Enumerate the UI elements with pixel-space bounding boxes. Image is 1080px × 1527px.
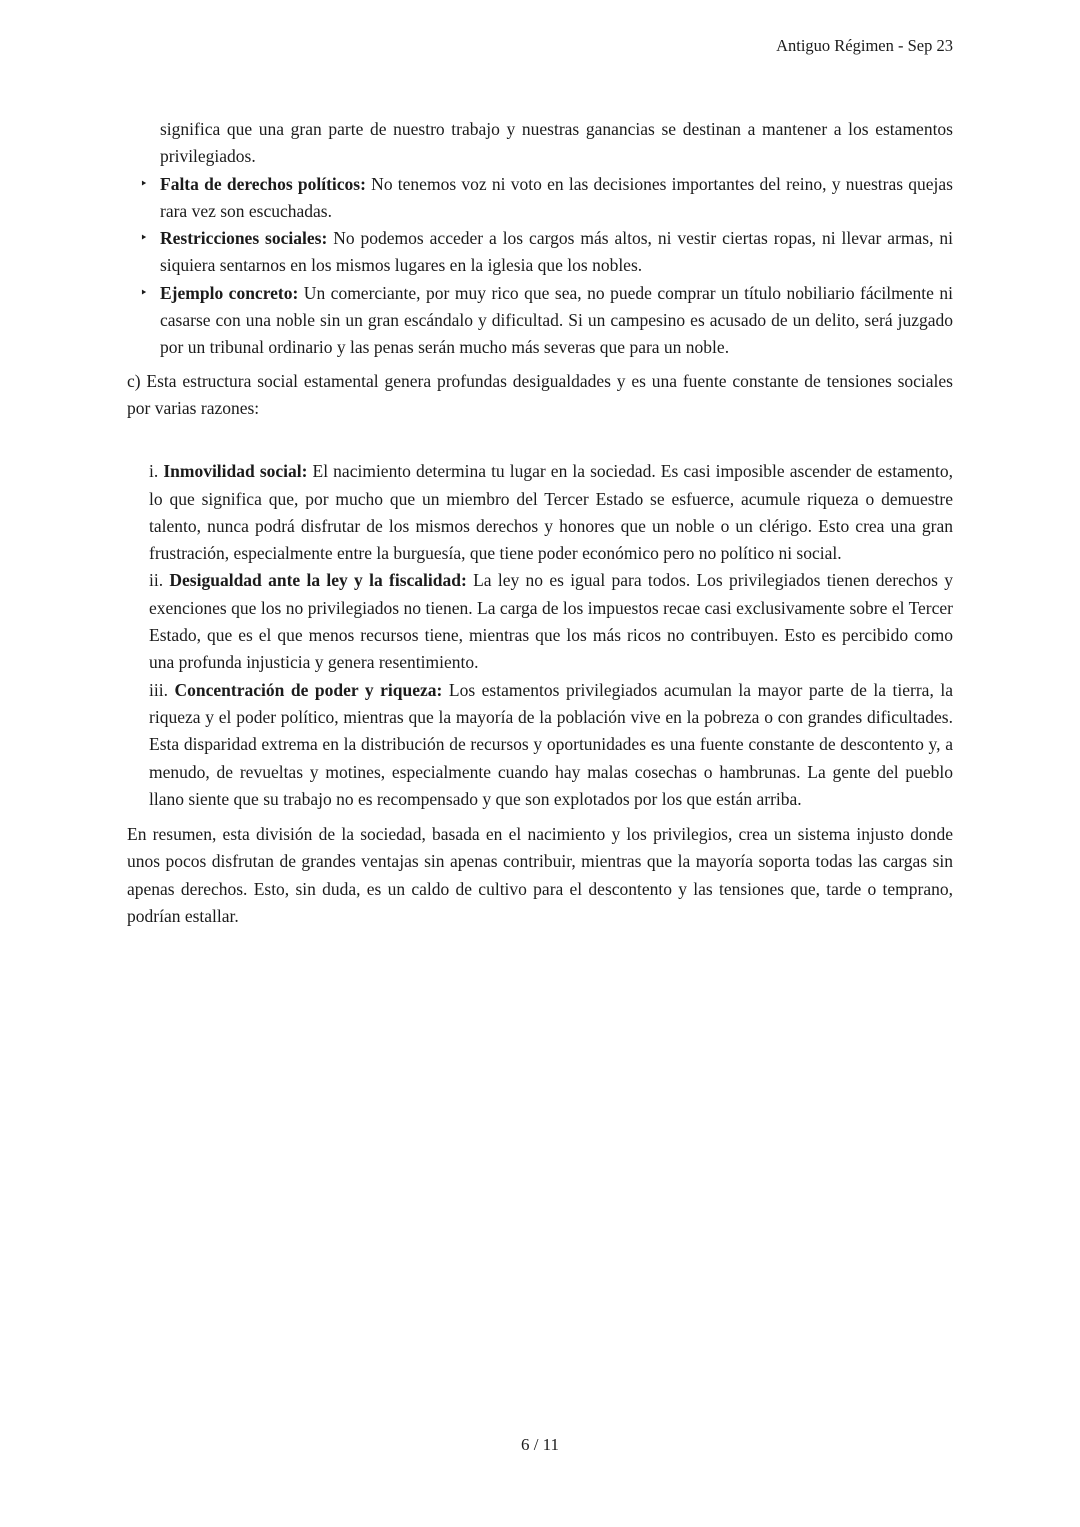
list-item-lead: Restricciones sociales: [160, 228, 328, 249]
page-body [127, 116, 953, 930]
list-item-text [160, 280, 953, 362]
numbered-block [127, 458, 953, 813]
numbered-item-lead: Inmovilidad social: [163, 461, 308, 482]
numbered-item [149, 458, 953, 567]
list-item-text [160, 171, 953, 226]
triangle-bullet-icon: ‣ [140, 231, 148, 247]
numbered-item-prefix: ii. [149, 570, 170, 591]
bullet-continuation-text: significa que una gran parte de nuestro trabajo y nuestras ganancias se destinan a mantener a los estamentos privilegiados. [160, 119, 953, 167]
list-item [127, 225, 953, 280]
list-item-body: No tenemos voz ni voto en las decisiones importantes del reino, y nuestras quejas rara vez son escuchadas. [160, 173, 953, 221]
summary-paragraph: En resumen, esta división de la sociedad, basada en el nacimiento y los privilegios, crea un sistema injusto donde unos pocos disfrutan de grandes ventajas sin apenas contribuir, mientras que la mayoría soporta todas las cargas sin apenas derechos. Esto, sin duda, es un caldo de cultivo para el descontento y las tensiones que, tarde o temprano, podrían estallar. [127, 824, 953, 927]
page-footer [0, 1431, 1080, 1458]
list-item-body: No podemos acceder a los cargos más altos, ni vestir ciertas ropas, ni llevar armas, ni siquiera sentarnos en los mismos lugares en la iglesia que los nobles. [160, 228, 954, 276]
list-item-lead: Falta de derechos políticos: [160, 173, 366, 194]
list-item-lead: Ejemplo concreto: [160, 282, 299, 303]
list-item [127, 280, 953, 362]
numbered-item-lead: Concentración de poder y riqueza: [174, 679, 443, 700]
bullet-list [127, 116, 953, 362]
numbered-item [149, 677, 953, 813]
list-item-body: Un comerciante, por muy rico que sea, no puede comprar un título nobiliario fácilmente ni casarse con una noble sin un gran escándalo y dificultad. Si un campesino es acusado de un delito, será juzgado por un tribunal ordinario y las penas serán mucho más severas que para un noble. [160, 282, 953, 358]
triangle-bullet-icon: ‣ [140, 285, 148, 301]
list-item [127, 171, 953, 226]
page-number: 6 / 11 [520, 1435, 560, 1454]
numbered-item-lead: Desigualdad ante la ley y la fiscalidad: [169, 570, 467, 591]
numbered-item [149, 567, 953, 676]
page-header [127, 36, 953, 56]
numbered-item-prefix: iii. [149, 679, 175, 700]
list-item-text [160, 225, 953, 280]
header-title: Antiguo Régimen - Sep 23 [776, 36, 953, 55]
paragraph-c: c) Esta estructura social estamental genera profundas desigualdades y es una fuente constante de tensiones sociales por varias razones: [127, 370, 953, 418]
numbered-item-body: El nacimiento determina tu lugar en la sociedad. Es casi imposible ascender de estamento, lo que significa que, por mucho que un miembro del Tercer Estado se esfuerce, acumule riqueza o demuestre talento, nunca podrá disfrutar de los mismos derechos y honores que un noble o un clérigo. Esto crea una gran frustración, especialmente entre la burguesía, que tiene poder económico pero no político ni social. [149, 461, 953, 564]
numbered-item-body: Los estamentos privilegiados acumulan la mayor parte de la tierra, la riqueza y el poder político, mientras que la mayoría de la población vive en la pobreza o con grandes dificultades. Esta disparidad extrema en la distribución de recursos y oportunidades es una fuente constante de descontento y, a menudo, de revueltas y motines, especialmente cuando hay malas cosechas o hambrunas. La gente del pueblo llano siente que su trabajo no es recompensado y que son explotados por los que están arriba. [149, 679, 953, 809]
numbered-item-body: La ley no es igual para todos. Los privilegiados tienen derechos y exenciones que los no privilegiados no tienen. La carga de los impuestos recae casi exclusivamente sobre el Tercer Estado, que es el que menos recursos tiene, mientras que los más ricos no contribuyen. Esto es percibido como una profunda injusticia y genera resentimiento. [149, 570, 953, 673]
triangle-bullet-icon: ‣ [140, 176, 148, 192]
numbered-item-prefix: i. [149, 461, 164, 482]
